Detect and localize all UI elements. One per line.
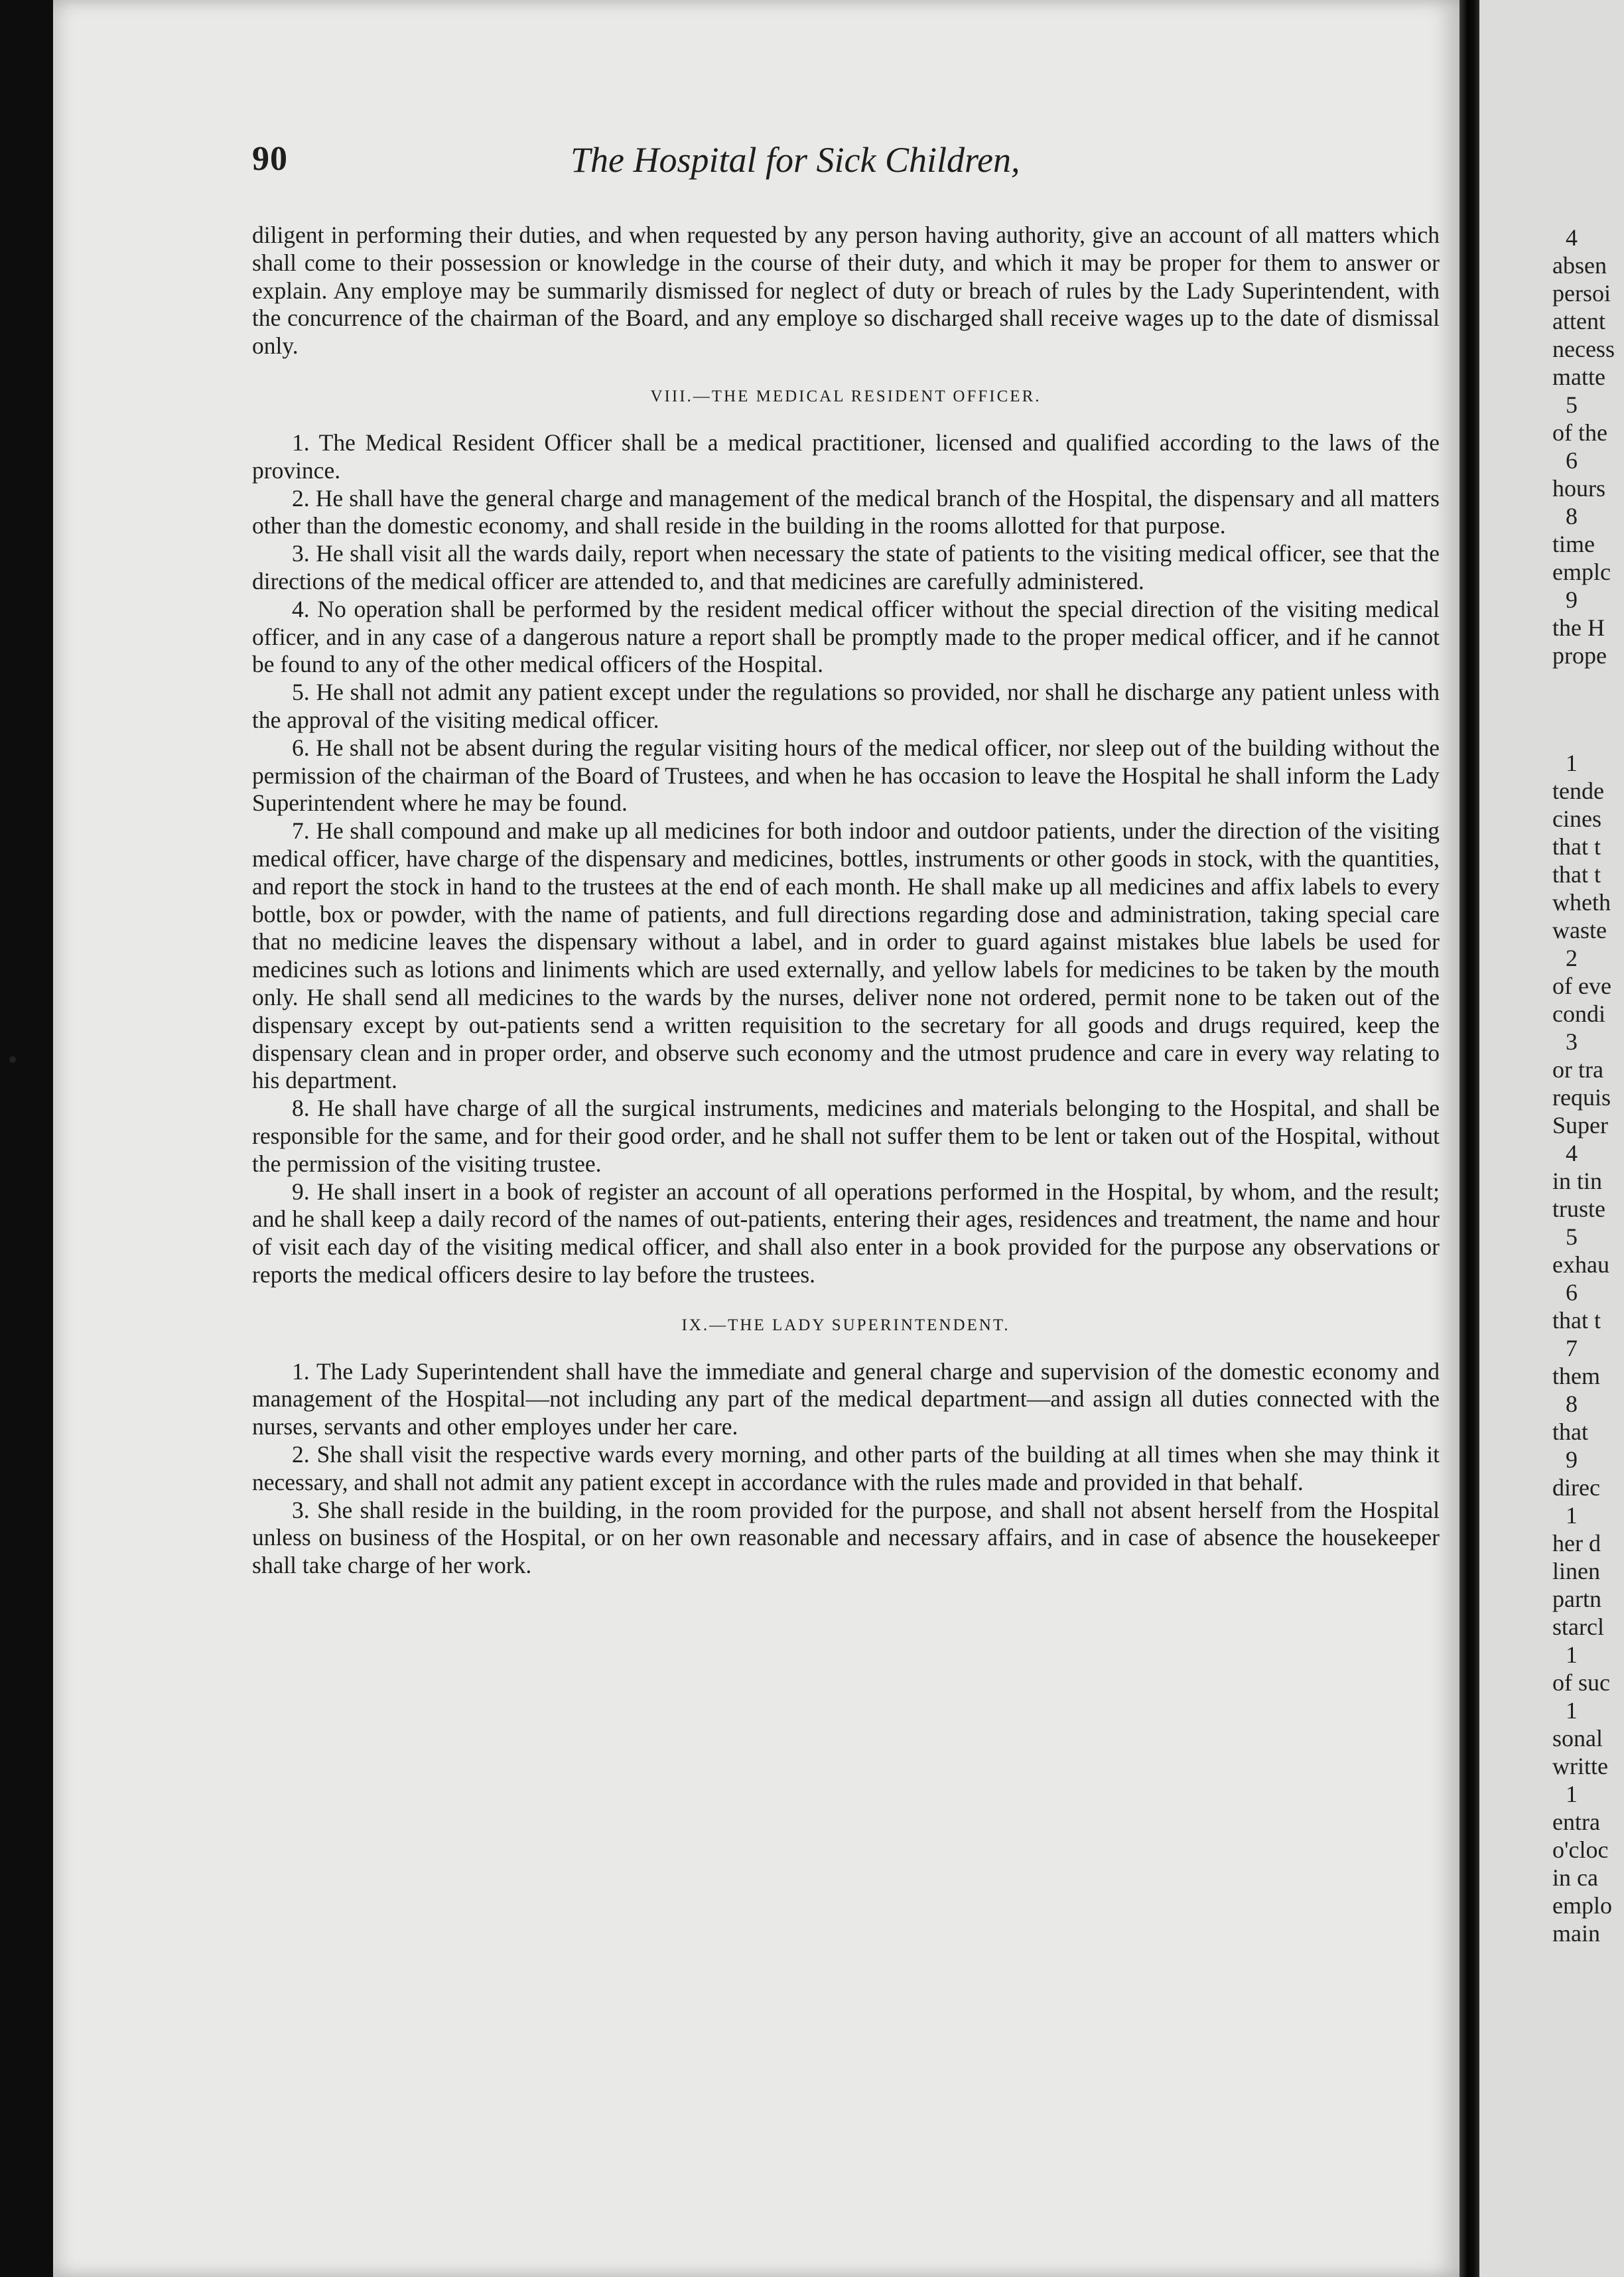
facing-page-line: 6 xyxy=(1566,1279,1578,1306)
page-content xyxy=(252,139,1440,1580)
facing-page-line: the H xyxy=(1552,614,1605,641)
section-heading-ix: IX.—THE LADY SUPERINTENDENT. xyxy=(681,1316,1010,1334)
facing-page-line: that xyxy=(1552,1418,1588,1445)
facing-page-line: 6 xyxy=(1566,447,1578,474)
facing-page-line: exhau xyxy=(1552,1251,1609,1278)
facing-page-line: waste xyxy=(1552,917,1607,943)
rule-paragraph: 7. He shall compound and make up all medicines for both indoor and outdoor patients, under the direction of the visiting medical officer, have charge of the dispensary and medicines, bottles, instruments or other goods in stock, with the quantities, and report the stock in hand to the trustees at the end of each month. He shall make up all medicines and affix labels to every bottle, box or powder, with the name of patients, and full directions regarding dose and administration, taking special care that no medicine leaves the dispensary without a label, and in order to guard against mistakes blue labels be used for medicines such as lotions and liniments which are used externally, and yellow labels for medicines to be taken by the mouth only. He shall send all medicines to the wards by the nurses, deliver none not ordered, permit none to be taken out of the dispensary except by out-patients send a written requisition to the secretary for all goods and drugs required, keep the dispensary clean and in proper order, and observe such economy and the utmost prudence and care in every way relating to his department. xyxy=(252,817,1440,1094)
facing-page-line: 1 xyxy=(1566,1697,1578,1724)
facing-page-line: condi xyxy=(1552,1000,1605,1027)
rule-paragraph: 2. She shall visit the respective wards every morning, and other parts of the building at all times when she may think it necessary, and shall not admit any patient except in accordance with the rules made and provided in that behalf. xyxy=(252,1441,1440,1495)
facing-page-line: linen xyxy=(1552,1558,1600,1584)
facing-page-line: hours xyxy=(1552,475,1605,502)
facing-page-line: sonal xyxy=(1552,1725,1603,1752)
rule-paragraph: 6. He shall not be absent during the regular visiting hours of the medical officer, nor sleep out of the building without the permission of the chairman of the Board of Trustees, and when he has occasion to leave the Hospital he shall inform the Lady Superintendent where he may be found. xyxy=(252,734,1440,817)
facing-page-line: 4 xyxy=(1566,1140,1578,1166)
running-title: The Hospital for Sick Children, xyxy=(571,140,1020,180)
facing-page-line: direc xyxy=(1552,1474,1600,1501)
scan-speck xyxy=(9,1056,16,1063)
facing-page-line: in ca xyxy=(1552,1864,1598,1891)
rule-paragraph: 4. No operation shall be performed by the resident medical officer without the special direction of the visiting medical officer, and in any case of a dangerous nature a report shall be promptly made to the proper medical officer, and if he cannot be found to any of the other medical officers of the Hospital. xyxy=(252,595,1440,678)
facing-page-line: prope xyxy=(1552,642,1607,669)
facing-page-line: partn xyxy=(1552,1586,1601,1612)
rule-paragraph: 2. He shall have the general charge and management of the medical branch of the Hospital, the dispensary and all matters other than the domestic economy, and shall reside in the building in the rooms allotted for that purpose. xyxy=(252,484,1440,539)
facing-page-line: 9 xyxy=(1566,586,1578,613)
facing-page-line: 4 xyxy=(1566,224,1578,251)
facing-page-line: 8 xyxy=(1566,1391,1578,1417)
section-heading-viii: VIII.—THE MEDICAL RESIDENT OFFICER. xyxy=(650,387,1042,405)
facing-page-line: 7 xyxy=(1566,1335,1578,1361)
facing-page-line: 1 xyxy=(1566,750,1578,776)
facing-page-line: 5 xyxy=(1566,391,1578,418)
facing-page-line: truste xyxy=(1552,1196,1605,1222)
facing-page-line: or tra xyxy=(1552,1056,1603,1083)
rule-paragraph: 8. He shall have charge of all the surgical instruments, medicines and materials belonging to the Hospital, and shall be responsible for the same, and for their good order, and he shall not suffer them to be lent or taken out of the Hospital, without the permission of the visiting trustee. xyxy=(252,1095,1440,1177)
rule-paragraph: 3. He shall visit all the wards daily, report when necessary the state of patients to the visiting medical officer, see that the directions of the medical officer are attended to, and that medicines are carefully administered. xyxy=(252,540,1440,594)
facing-page-line: 5 xyxy=(1566,1223,1578,1250)
facing-page-line: time xyxy=(1552,531,1595,557)
facing-page-line: of suc xyxy=(1552,1669,1610,1696)
facing-page-line: of the xyxy=(1552,419,1607,446)
running-head xyxy=(252,139,1440,199)
facing-page-line: tende xyxy=(1552,778,1604,804)
body-text xyxy=(252,222,1440,1580)
facing-page-line: 3 xyxy=(1566,1028,1578,1055)
rule-paragraph: 1. The Medical Resident Officer shall be a medical practitioner, licensed and qualified according to the laws of the province. xyxy=(252,429,1440,484)
facing-page-line: that t xyxy=(1552,833,1601,860)
facing-page-line: 1 xyxy=(1566,1641,1578,1668)
facing-page-line: absen xyxy=(1552,252,1607,279)
facing-page-line: emplo xyxy=(1552,1892,1612,1919)
rule-paragraph: 9. He shall insert in a book of register an account of all operations performed in the Hospital, by whom, and the result; and he shall keep a daily record of the names of out-patients, entering their ages, residences and treatment, the name and hour of visit each day of the visiting medical officer, and shall also enter in a book provided for the purpose any observations or reports the medical officers desire to lay before the trustees. xyxy=(252,1178,1440,1288)
facing-page-line: that t xyxy=(1552,861,1601,888)
facing-page-line: emplc xyxy=(1552,559,1611,585)
facing-page-line: 9 xyxy=(1566,1446,1578,1473)
facing-page-line: requis xyxy=(1552,1084,1611,1111)
book-gutter xyxy=(1459,0,1479,2277)
facing-page-fragment xyxy=(1479,0,1624,2277)
paragraph-continued: diligent in performing their duties, and when requested by any person having authority, give an account of all matters which shall come to their possession or knowledge in the course of their duty, and which it may be proper for them to answer or explain. Any employe may be summarily dismissed for neglect of duty or breach of rules by the Lady Superintendent, with the concurrence of the chairman of the Board, and any employe so discharged shall receive wages up to the date of dismissal only. xyxy=(252,222,1440,360)
facing-page-line: writte xyxy=(1552,1753,1608,1779)
rule-paragraph: 3. She shall reside in the building, in the room provided for the purpose, and shall not absent herself from the Hospital unless on business of the Hospital, or on her own reasonable and necessary affairs, and in case of absence the housekeeper shall take charge of her work. xyxy=(252,1496,1440,1579)
facing-page-line: Super xyxy=(1552,1112,1608,1138)
rule-paragraph: 5. He shall not admit any patient except under the regulations so provided, nor shall he discharge any patient unless with the approval of the visiting medical officer. xyxy=(252,679,1440,733)
facing-page-line: necess xyxy=(1552,336,1615,362)
facing-page-line: wheth xyxy=(1552,889,1611,916)
page-number: 90 xyxy=(252,140,288,178)
facing-page-line: 2 xyxy=(1566,945,1578,971)
rule-paragraph: 1. The Lady Superintendent shall have the immediate and general charge and supervision of the domestic economy and management of the Hospital—not including any part of the medical department—and assign all duties connected with the nurses, servants and other employes under her care. xyxy=(252,1357,1440,1440)
facing-page-line: attent xyxy=(1552,308,1605,334)
facing-page-line: that t xyxy=(1552,1307,1601,1334)
facing-page-line: persoi xyxy=(1552,280,1611,307)
facing-page-line: 1 xyxy=(1566,1781,1578,1807)
facing-page-line: 1 xyxy=(1566,1502,1578,1529)
facing-page-line: o'cloc xyxy=(1552,1836,1609,1863)
facing-page-line: 8 xyxy=(1566,503,1578,529)
book-page xyxy=(53,0,1459,2277)
facing-page-line: cines xyxy=(1552,805,1601,832)
facing-page-line: her d xyxy=(1552,1530,1601,1556)
facing-page-line: of eve xyxy=(1552,973,1611,999)
facing-page-line: starcl xyxy=(1552,1614,1604,1640)
facing-page-line: entra xyxy=(1552,1809,1600,1835)
facing-page-line: them xyxy=(1552,1363,1600,1389)
facing-page-line: matte xyxy=(1552,364,1605,390)
scan-border-left xyxy=(0,0,53,2277)
facing-page-line: in tin xyxy=(1552,1168,1603,1194)
facing-page-line: main xyxy=(1552,1920,1600,1947)
